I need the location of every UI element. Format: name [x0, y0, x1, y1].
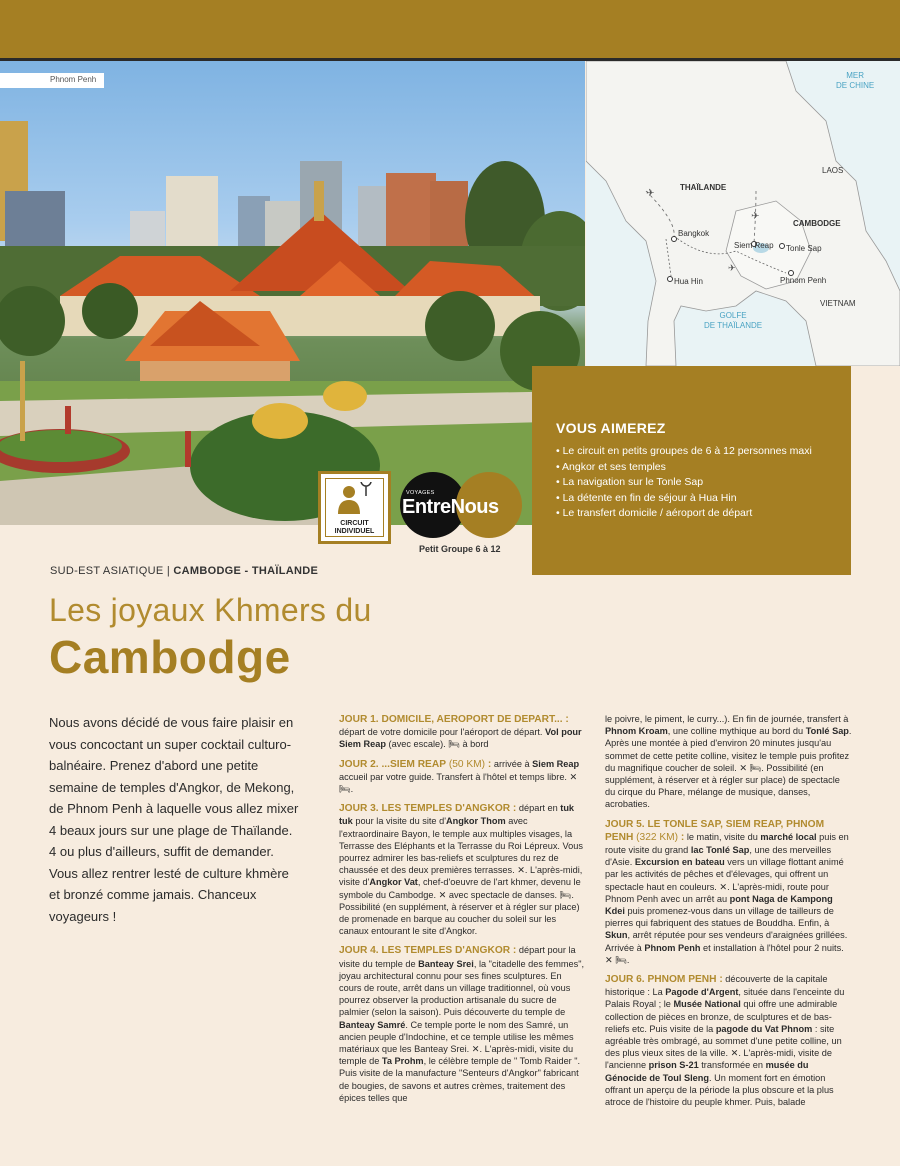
day-highlight: marché local: [760, 831, 817, 842]
map-label-phnom-penh: Phnom Penh: [780, 276, 827, 285]
map-label-cambodge: CAMBODGE: [793, 219, 841, 228]
day-title: JOUR 1. DOMICILE, AEROPORT DE DEPART... :: [339, 714, 569, 725]
voyages-label: VOYAGES: [406, 490, 435, 496]
highlight-item: • La détente en fin de séjour à Hua Hin: [556, 491, 831, 507]
map-label-golfe: GOLFE DE THAÏLANDE: [704, 311, 763, 330]
highlights-box: [532, 366, 851, 575]
day-distance: (50 KM): [446, 758, 488, 770]
highlight-item: • La navigation sur le Tonle Sap: [556, 475, 831, 491]
day-title: JOUR 4. LES TEMPLES D'ANGKOR :: [339, 945, 517, 957]
highlights-title: VOUS AIMEREZ: [556, 420, 666, 436]
day-highlight: lac Tonlé Sap: [690, 845, 750, 856]
itinerary-column-1: [339, 713, 586, 1111]
day-title: JOUR 2. ...SIEM REAP: [339, 758, 446, 770]
day-highlight: pagode du Vat Phnom: [715, 1023, 813, 1034]
day-highlight: Banteay Srei: [418, 958, 474, 969]
day-highlight: Phnom Kroam: [605, 726, 668, 737]
day-highlight: Excursion en bateau: [634, 857, 725, 868]
day-highlight: Pagode d'Argent: [665, 987, 739, 998]
route-map: [586, 61, 900, 366]
day-text: . Après une montée à pied d'environ 20 minutes jusqu'au sommet de cette petite colline, visitez le temple puis profitez du magnifique coucher de soleil. ✕ 🛏. Possibilité (en supplément, à réserver et à régler sur place) de spectacle du cirque du Phare, mélange de musique, danses, acrobaties.: [605, 726, 852, 810]
circuit-label-2: INDIVIDUEL: [334, 528, 375, 535]
day-text: le matin, visite du: [684, 831, 761, 842]
day-highlight: Siem Reap: [532, 758, 580, 769]
day-text: : site agréable très ombragé, au sommet d'une petite colline, un des plus vieux sites de la ville. ✕. L'après-midi, visite de l'ancienne: [605, 1023, 842, 1071]
day-highlight: Phnom Penh: [644, 942, 701, 953]
day-text: , arrêt réputée pour ses vendeurs d'araignées grillées. Arrivée à: [605, 930, 848, 953]
map-label-laos: LAOS: [822, 166, 844, 175]
day-highlight: tuk tuk: [339, 803, 575, 827]
day-text: . Un moment fort en émotion offrant un aperçu de la période la plus obscure et la plus atroce de l'histoire du peuple khmer. Puis, balade: [605, 1072, 834, 1108]
destination-breadcrumb: [50, 565, 318, 577]
highlight-item: • Le circuit en petits groupes de 6 à 12 personnes maxi: [556, 444, 831, 460]
photo-illustration: [0, 61, 585, 525]
day-highlight: Angkor Vat: [369, 877, 418, 888]
photo-caption: Phnom Penh: [0, 73, 104, 88]
day-4-continued: le poivre, le piment, le curry...). En fin de journée, transfert à Phnom Kroam, une colline mythique au bord du Tonlé Sap. Après une montée à pied d'environ 20 minutes jusqu'au sommet de cette petite colline, visitez le temple puis profitez du magnifique coucher de soleil. ✕ 🛏. Possibilité (en supplément, à réserver et à régler sur place) de spectacle du cirque du Phare, mélange de musique, danses, acrobaties.: [605, 714, 852, 810]
page-title-line1: Les joyaux Khmers du: [49, 592, 372, 628]
day-highlight: Angkor Thom: [445, 816, 506, 827]
day-title: JOUR 6. PHNOM PENH :: [605, 974, 723, 986]
day-text: puis promenez-vous dans un village de tailleurs de pierres qui fabriquent des statues de Bouddha. Enfin, à: [605, 906, 834, 929]
day-text: pour la visite du site d': [352, 816, 446, 827]
highlight-item: • Le transfert domicile / aéroport de départ: [556, 506, 831, 522]
map-label-sea-north: MER DE CHINE: [836, 71, 875, 90]
day-highlight: Skun: [605, 930, 628, 941]
day-highlight: Musée National: [673, 999, 741, 1010]
day-text: découverte de la capitale historique : La: [605, 974, 828, 998]
svg-text:✈: ✈: [728, 264, 736, 274]
day-title: JOUR 3. LES TEMPLES D'ANGKOR :: [339, 803, 517, 815]
day-text: et installation à l'hôtel pour 2 nuits. ✕ 🛏.: [605, 942, 844, 965]
day-3: [339, 802, 586, 937]
highlight-item: • Angkor et ses temples: [556, 460, 831, 476]
day-1: [339, 713, 586, 751]
itinerary-column-2: [605, 713, 852, 1115]
day-colon: :: [680, 831, 685, 843]
svg-text:✈: ✈: [751, 211, 760, 222]
day-text: (avec escale). 🛏 à bord: [385, 739, 489, 750]
day-text: qui offre une admirable collection de pièces en bronze, de sculptures et de bas-reliefs etc. Puis visite de la: [605, 999, 838, 1034]
map-label-siem-reap: Siem Reap: [734, 241, 774, 250]
breadcrumb-separator: |: [166, 565, 171, 577]
day-text: , chef-d'oeuvre de l'art khmer, devenu le symbole du Cambodge. ✕ avec spectacle de danses. 🛏. Possibilité (en supplément, à réserver et à régler sur place) de promenade en barque au coucher du soleil sur les canaux entourant le site d'Angkor.: [339, 877, 581, 937]
region-label: SUD-EST ASIATIQUE: [50, 565, 164, 577]
day-highlight: Vol pour Siem Reap: [339, 727, 582, 750]
day-5: [605, 818, 852, 966]
countries-label: CAMBODGE - THAÏLANDE: [173, 565, 319, 577]
day-text: , une des merveilles d'Asie.: [605, 845, 832, 868]
day-text: , une colline mythique au bord du: [667, 726, 806, 737]
day-text: avec l'extraordinaire Bayon, le temple aux multiples visages, la Terrasse des Eléphants et la Terrasse du Roi Lépreux. Vous pourrez admirer les bas-reliefs et sculptures du rez de chaussée et des deux premières terrasses. ✕. L'après-midi, visite d': [339, 816, 583, 888]
day-text: . Ce temple porte le nom des Samré, un ancien peuple d'Indochine, et ce temple utilise les mêmes matériaux que les Banteay Srei. ✕. L'après-midi, visite du temple de: [339, 1019, 574, 1067]
phnom-penh-photo: [0, 61, 585, 525]
map-label-hua-hin: Hua Hin: [674, 277, 703, 286]
day-text: transformée en: [698, 1060, 766, 1071]
map-label-bangkok: Bangkok: [678, 229, 710, 238]
svg-text:✈: ✈: [646, 188, 655, 199]
day-text: accueil par votre guide. Transfert à l'hôtel et temps libre. ✕ 🛏.: [339, 771, 578, 795]
day-highlight: Banteay Samré: [339, 1019, 406, 1030]
map-label-thailande: THAÏLANDE: [680, 183, 727, 192]
day-2: [339, 758, 586, 796]
day-highlight: musée du Génocide de Toul Sleng: [605, 1060, 809, 1083]
day-text: arrivée à: [491, 758, 533, 769]
circuit-label-1: CIRCUIT: [340, 520, 369, 527]
map-label-tonle-sap: Tonle Sap: [786, 244, 822, 253]
traveler-icon: [335, 482, 375, 516]
day-distance: (322 KM): [633, 831, 681, 843]
day-4: [339, 944, 586, 1104]
intro-paragraph: Nous avons décidé de vous faire plaisir en vous concoctant un super cocktail culturo-balnéaire. Prenez d'abord une petite semaine de temples d'Angkor, de Mekong, de Phnom Penh à laquelle vous allez mixer 4 beaux jours sur une plage de Thaïlande. 4 ou plus d'ailleurs, suffit de demander. Vous allez rentrer lesté de culture khmère et bronzé comme jamais. Chanceux voyageurs !: [49, 715, 299, 924]
day-text: départ pour la visite du temple de: [339, 945, 576, 969]
day-6: [605, 973, 852, 1108]
day-title: JOUR 5. LE TONLE SAP, SIEM REAP, PHNOM PENH: [605, 818, 825, 843]
day-highlight: prison S-21: [648, 1060, 699, 1071]
entrenous-badge: [398, 472, 523, 542]
entrenous-logo-text: EntreNous: [402, 496, 499, 518]
day-text: , le célèbre temple de " Tomb Raider ". Puis visite de la manufacture "Senteurs d'Angkor" fabricant de bougies, de savons et autres crèmes, traitement des épices telles que: [339, 1056, 581, 1103]
day-text: , la "citadelle des femmes", joyau architectural connu pour ses fines sculptures. En cours de route, arrêt dans un village traditionnel, où vous pourrez observer la production artisanale du sucre de palmier (selon la saison). Puis découverte du temple de: [339, 958, 585, 1018]
day-text: départ de votre domicile pour l'aéroport de départ.: [339, 727, 546, 738]
day-highlight: pont Naga de Kampong Kdei: [605, 893, 833, 917]
day-text: , située dans l'enceinte du Palais Royal ; le: [605, 987, 845, 1010]
highlights-list: [556, 444, 831, 522]
page-title-line2: Cambodge: [49, 631, 291, 683]
day-text: puis en route visite du grand: [605, 831, 849, 856]
day-text: départ en: [516, 803, 561, 814]
day-colon: :: [487, 758, 492, 770]
circuit-individuel-badge: [318, 471, 391, 544]
map-label-vietnam: VIETNAM: [820, 299, 856, 308]
petit-groupe-label: Petit Groupe 6 à 12: [419, 544, 501, 554]
day-text: vers un village flottant animé par les activités de pêches et d'élevages, qui offrent un spectacle haut en couleurs. ✕. L'après-midi, route pour Phnom Penh avec un arrêt au: [605, 857, 844, 904]
day-highlight: Tonlé Sap: [805, 726, 849, 737]
top-banner: [0, 0, 900, 58]
day-highlight: Ta Prohm: [381, 1056, 424, 1067]
